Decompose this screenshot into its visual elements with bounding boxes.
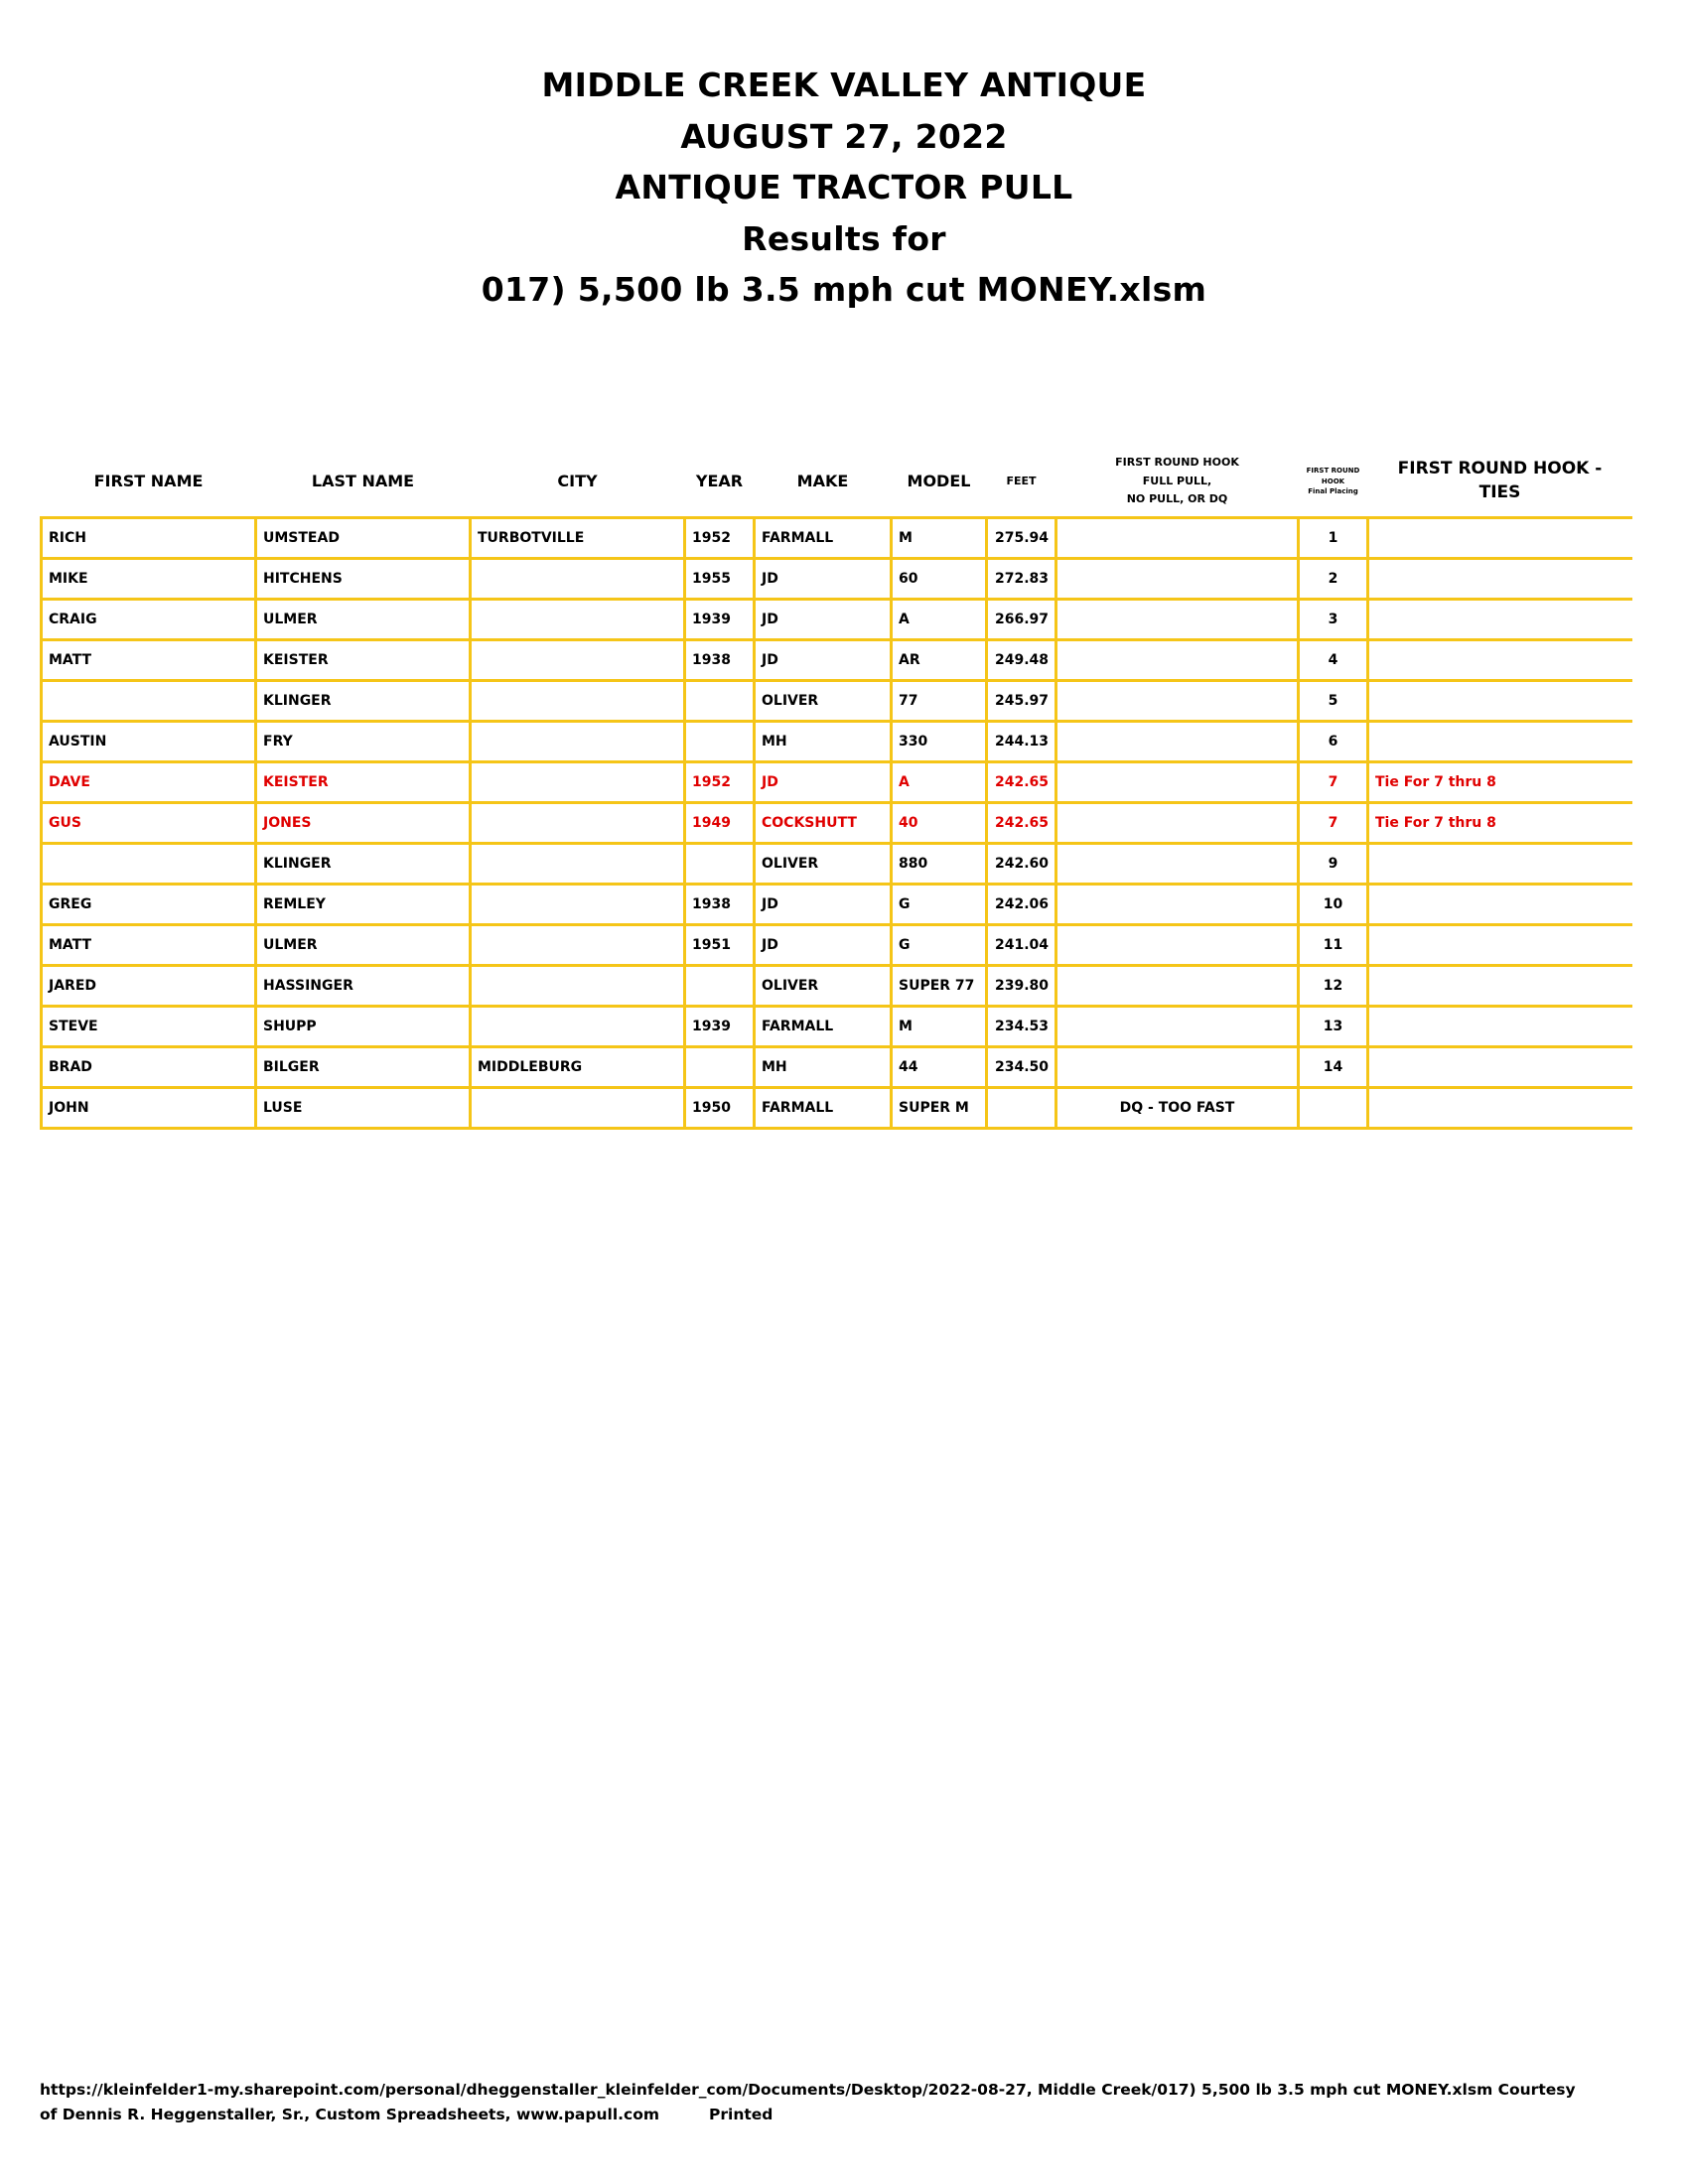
cell-year: 1952 [685,518,755,559]
cell-ties [1368,885,1632,925]
cell-hook-status [1056,1007,1299,1047]
table-row [42,640,1632,681]
cell-ties: Tie For 7 thru 8 [1368,803,1632,844]
cell-model: SUPER 77 [892,966,987,1007]
cell-hook-status [1056,640,1299,681]
cell-make: COCKSHUTT [755,803,892,844]
event-name: MIDDLE CREEK VALLEY ANTIQUE [541,66,1147,104]
table-row [42,681,1632,722]
cell-make: JD [755,762,892,803]
cell-city [471,885,685,925]
cell-final-placing: 7 [1299,803,1368,844]
col-placing-line3: Final Placing [1308,487,1358,496]
col-last-name: LAST NAME [311,471,415,490]
cell-ties: Tie For 7 thru 8 [1368,762,1632,803]
cell-year: 1952 [685,762,755,803]
cell-make: FARMALL [755,518,892,559]
cell-final-placing: 5 [1299,681,1368,722]
cell-model: 60 [892,559,987,600]
col-hook-status-line3: NO PULL, OR DQ [1126,492,1228,506]
table-row [42,722,1632,762]
cell-last-name: HITCHENS [256,559,471,600]
cell-last-name: KEISTER [256,762,471,803]
cell-model: 330 [892,722,987,762]
col-first-name: FIRST NAME [93,471,204,490]
cell-last-name: UMSTEAD [256,518,471,559]
cell-ties [1368,681,1632,722]
cell-city [471,600,685,640]
col-placing-line2: HOOK [1321,477,1345,485]
cell-final-placing: 2 [1299,559,1368,600]
cell-last-name: LUSE [256,1088,471,1129]
cell-year: 1939 [685,600,755,640]
col-feet: FEET [1006,474,1037,487]
col-ties-line2: TIES [1478,482,1521,502]
cell-year: 1938 [685,885,755,925]
col-final-placing [1299,447,1368,518]
cell-hook-status [1056,844,1299,885]
cell-city [471,722,685,762]
table-row [42,966,1632,1007]
cell-feet: 249.48 [987,640,1056,681]
cell-make: FARMALL [755,1088,892,1129]
cell-first-name: JOHN [42,1088,256,1129]
cell-year [685,722,755,762]
col-city: CITY [557,471,598,490]
cell-final-placing: 7 [1299,762,1368,803]
table-row [42,1047,1632,1088]
cell-final-placing: 4 [1299,640,1368,681]
cell-ties [1368,925,1632,966]
cell-first-name: JARED [42,966,256,1007]
cell-first-name: STEVE [42,1007,256,1047]
cell-first-name: DAVE [42,762,256,803]
cell-year [685,1047,755,1088]
cell-last-name: KLINGER [256,681,471,722]
cell-model: 880 [892,844,987,885]
cell-city [471,1007,685,1047]
col-year: YEAR [695,471,744,490]
cell-last-name: KLINGER [256,844,471,885]
page-footer [40,2078,1658,2127]
cell-feet: 242.60 [987,844,1056,885]
cell-ties [1368,518,1632,559]
cell-city [471,762,685,803]
col-hook-status-line2: FULL PULL, [1142,474,1212,487]
cell-ties [1368,722,1632,762]
cell-ties [1368,1047,1632,1088]
cell-city: TURBOTVILLE [471,518,685,559]
cell-model: G [892,885,987,925]
cell-feet: 272.83 [987,559,1056,600]
cell-last-name: FRY [256,722,471,762]
cell-first-name: GREG [42,885,256,925]
cell-year: 1950 [685,1088,755,1129]
cell-hook-status [1056,722,1299,762]
cell-first-name: MATT [42,640,256,681]
cell-model: A [892,600,987,640]
results-heading: Results for [742,218,946,258]
event-type: ANTIQUE TRACTOR PULL [615,168,1073,206]
cell-make: JD [755,885,892,925]
cell-hook-status [1056,762,1299,803]
report-title-block [0,60,1688,316]
footer-printed: Printed [709,2106,774,2123]
cell-ties [1368,1088,1632,1129]
cell-final-placing: 9 [1299,844,1368,885]
cell-feet: 239.80 [987,966,1056,1007]
col-hook-status-line1: FIRST ROUND HOOK [1115,455,1239,469]
cell-model: A [892,762,987,803]
cell-model: G [892,925,987,966]
col-ties [1368,447,1632,518]
cell-model: 40 [892,803,987,844]
cell-ties [1368,600,1632,640]
cell-feet: 266.97 [987,600,1056,640]
cell-make: MH [755,1047,892,1088]
table-row [42,925,1632,966]
cell-last-name: ULMER [256,600,471,640]
table-row [42,559,1632,600]
cell-feet: 242.65 [987,762,1056,803]
cell-make: FARMALL [755,1007,892,1047]
cell-year: 1955 [685,559,755,600]
table-row [42,1088,1632,1129]
cell-city [471,640,685,681]
cell-ties [1368,844,1632,885]
cell-feet: 234.50 [987,1047,1056,1088]
cell-feet: 242.65 [987,803,1056,844]
cell-final-placing: 11 [1299,925,1368,966]
cell-final-placing: 1 [1299,518,1368,559]
cell-final-placing: 10 [1299,885,1368,925]
cell-hook-status [1056,559,1299,600]
cell-hook-status [1056,681,1299,722]
footer-source-path: https://kleinfelder1-my.sharepoint.com/personal/dheggenstaller_kleinfelder_com/Documents/Desktop/2022-08-27, Middle Creek/017) 5,500 lb 3.5 mph cut MONEY.xlsm Courtesy [40,2081,1576,2099]
cell-hook-status: DQ - TOO FAST [1056,1088,1299,1129]
cell-city [471,681,685,722]
cell-model: 44 [892,1047,987,1088]
cell-ties [1368,559,1632,600]
cell-first-name: GUS [42,803,256,844]
table-row [42,885,1632,925]
cell-feet: 245.97 [987,681,1056,722]
footer-credit: of Dennis R. Heggenstaller, Sr., Custom Spreadsheets, www.papull.com [40,2106,660,2123]
cell-ties [1368,966,1632,1007]
cell-make: OLIVER [755,681,892,722]
cell-feet [987,1088,1056,1129]
cell-city [471,803,685,844]
header-row [42,447,1632,518]
cell-city [471,844,685,885]
cell-hook-status [1056,803,1299,844]
cell-final-placing: 13 [1299,1007,1368,1047]
cell-model: M [892,1007,987,1047]
cell-final-placing: 6 [1299,722,1368,762]
cell-final-placing: 12 [1299,966,1368,1007]
table-row [42,600,1632,640]
cell-make: OLIVER [755,844,892,885]
cell-make: JD [755,559,892,600]
cell-hook-status [1056,925,1299,966]
cell-feet: 275.94 [987,518,1056,559]
cell-first-name [42,681,256,722]
class-filename: 017) 5,500 lb 3.5 mph cut MONEY.xlsm [481,270,1207,309]
cell-year [685,844,755,885]
cell-last-name: HASSINGER [256,966,471,1007]
cell-make: JD [755,925,892,966]
cell-last-name: JONES [256,803,471,844]
cell-city [471,925,685,966]
cell-first-name: RICH [42,518,256,559]
cell-hook-status [1056,966,1299,1007]
cell-city: MIDDLEBURG [471,1047,685,1088]
cell-feet: 242.06 [987,885,1056,925]
col-model: MODEL [907,471,971,490]
col-placing-line1: FIRST ROUND [1306,467,1360,476]
event-date: AUGUST 27, 2022 [680,116,1008,156]
cell-last-name: SHUPP [256,1007,471,1047]
cell-year: 1951 [685,925,755,966]
cell-feet: 234.53 [987,1007,1056,1047]
cell-make: MH [755,722,892,762]
cell-hook-status [1056,518,1299,559]
cell-first-name [42,844,256,885]
cell-final-placing: 14 [1299,1047,1368,1088]
cell-ties [1368,640,1632,681]
table-row [42,518,1632,559]
cell-city [471,966,685,1007]
cell-first-name: BRAD [42,1047,256,1088]
table-row [42,762,1632,803]
results-table [40,447,1632,1130]
cell-model: SUPER M [892,1088,987,1129]
col-ties-line1: FIRST ROUND HOOK - [1397,459,1603,479]
cell-year: 1938 [685,640,755,681]
cell-final-placing: 3 [1299,600,1368,640]
cell-last-name: REMLEY [256,885,471,925]
col-make: MAKE [796,471,849,490]
cell-first-name: MIKE [42,559,256,600]
cell-last-name: ULMER [256,925,471,966]
cell-hook-status [1056,885,1299,925]
table-row [42,803,1632,844]
cell-model: M [892,518,987,559]
table-row [42,1007,1632,1047]
cell-model: 77 [892,681,987,722]
results-body [42,518,1632,1129]
cell-first-name: AUSTIN [42,722,256,762]
cell-last-name: KEISTER [256,640,471,681]
cell-first-name: CRAIG [42,600,256,640]
cell-year: 1949 [685,803,755,844]
cell-city [471,559,685,600]
cell-first-name: MATT [42,925,256,966]
cell-ties [1368,1007,1632,1047]
col-hook-status [1056,447,1299,518]
cell-feet: 241.04 [987,925,1056,966]
cell-final-placing [1299,1088,1368,1129]
cell-city [471,1088,685,1129]
table-row [42,844,1632,885]
cell-make: JD [755,600,892,640]
cell-model: AR [892,640,987,681]
cell-year [685,966,755,1007]
cell-hook-status [1056,1047,1299,1088]
footer-credit-line [40,2103,1658,2127]
cell-last-name: BILGER [256,1047,471,1088]
cell-year: 1939 [685,1007,755,1047]
cell-make: OLIVER [755,966,892,1007]
cell-year [685,681,755,722]
cell-make: JD [755,640,892,681]
cell-hook-status [1056,600,1299,640]
cell-feet: 244.13 [987,722,1056,762]
